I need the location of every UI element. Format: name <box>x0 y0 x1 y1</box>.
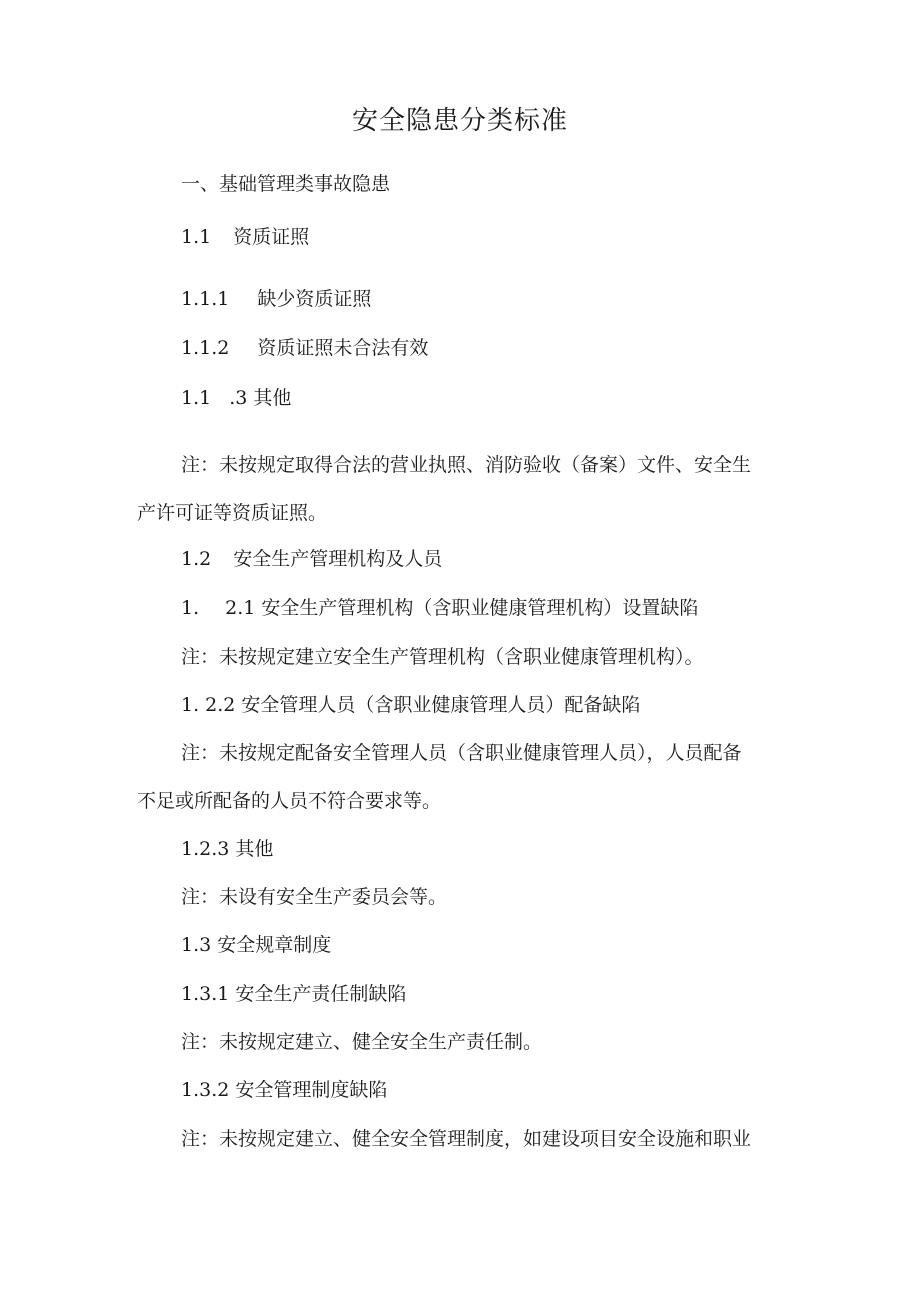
heading-1-1 <box>181 223 309 251</box>
heading-1-3: 1.3 安全规章制度 <box>181 934 332 956</box>
heading-text: 资质证照 <box>233 226 310 248</box>
heading-number: 1.1 <box>181 387 212 409</box>
note-1-3-1: 注：未按规定建立、健全安全生产责任制。 <box>181 1031 543 1053</box>
note-1-3-2-line-1: 注：未按规定建立、健全安全管理制度，如建设项目安全设施和职业 <box>181 1128 752 1150</box>
note-1-1-line-2: 产许可证等资质证照。 <box>137 502 328 524</box>
note-1-1-line-1: 注：未按规定取得合法的营业执照、消防验收（备案）文件、安全生 <box>181 454 752 476</box>
heading-1-3-1: 1.3.1 安全生产责任制缺陷 <box>181 983 407 1005</box>
heading-text: 资质证照未合法有效 <box>257 337 429 359</box>
note-1-2-1: 注：未按规定建立安全生产管理机构（含职业健康管理机构）。 <box>181 646 704 668</box>
heading-text: 安全生产管理机构及人员 <box>233 548 443 570</box>
heading-1-2 <box>181 545 442 573</box>
note-1-2-3: 注：未设有安全生产委员会等。 <box>181 886 448 908</box>
document-title: 安全隐患分类标准 <box>351 106 568 136</box>
heading-1-2-3: 1.2.3 其他 <box>181 838 274 860</box>
heading-1-3-2: 1.3.2 安全管理制度缺陷 <box>181 1079 388 1101</box>
heading-1-2-1 <box>181 594 698 622</box>
heading-number: 1. <box>181 597 200 619</box>
heading-text: 缺少资质证照 <box>257 288 372 310</box>
heading-number: 1.1.2 <box>181 337 230 359</box>
note-1-2-2-line-1: 注：未按规定配备安全管理人员（含职业健康管理人员），人员配备 <box>181 742 742 764</box>
note-1-2-2-line-2: 不足或所配备的人员不符合要求等。 <box>137 790 442 812</box>
section-heading-1: 一、基础管理类事故隐患 <box>181 173 391 195</box>
heading-1-1-1 <box>181 285 371 313</box>
heading-1-2-2: 1. 2.2 安全管理人员（含职业健康管理人员）配备缺陷 <box>181 694 641 716</box>
heading-number: 1.1 <box>181 226 212 248</box>
heading-number: 1.1.1 <box>181 288 230 310</box>
heading-text: .3 其他 <box>229 387 292 409</box>
heading-1-1-2 <box>181 334 428 362</box>
heading-1-1-3 <box>181 384 291 412</box>
heading-number: 1.2 <box>181 548 212 570</box>
heading-text: 2.1 安全生产管理机构（含职业健康管理机构）设置缺陷 <box>225 597 699 619</box>
